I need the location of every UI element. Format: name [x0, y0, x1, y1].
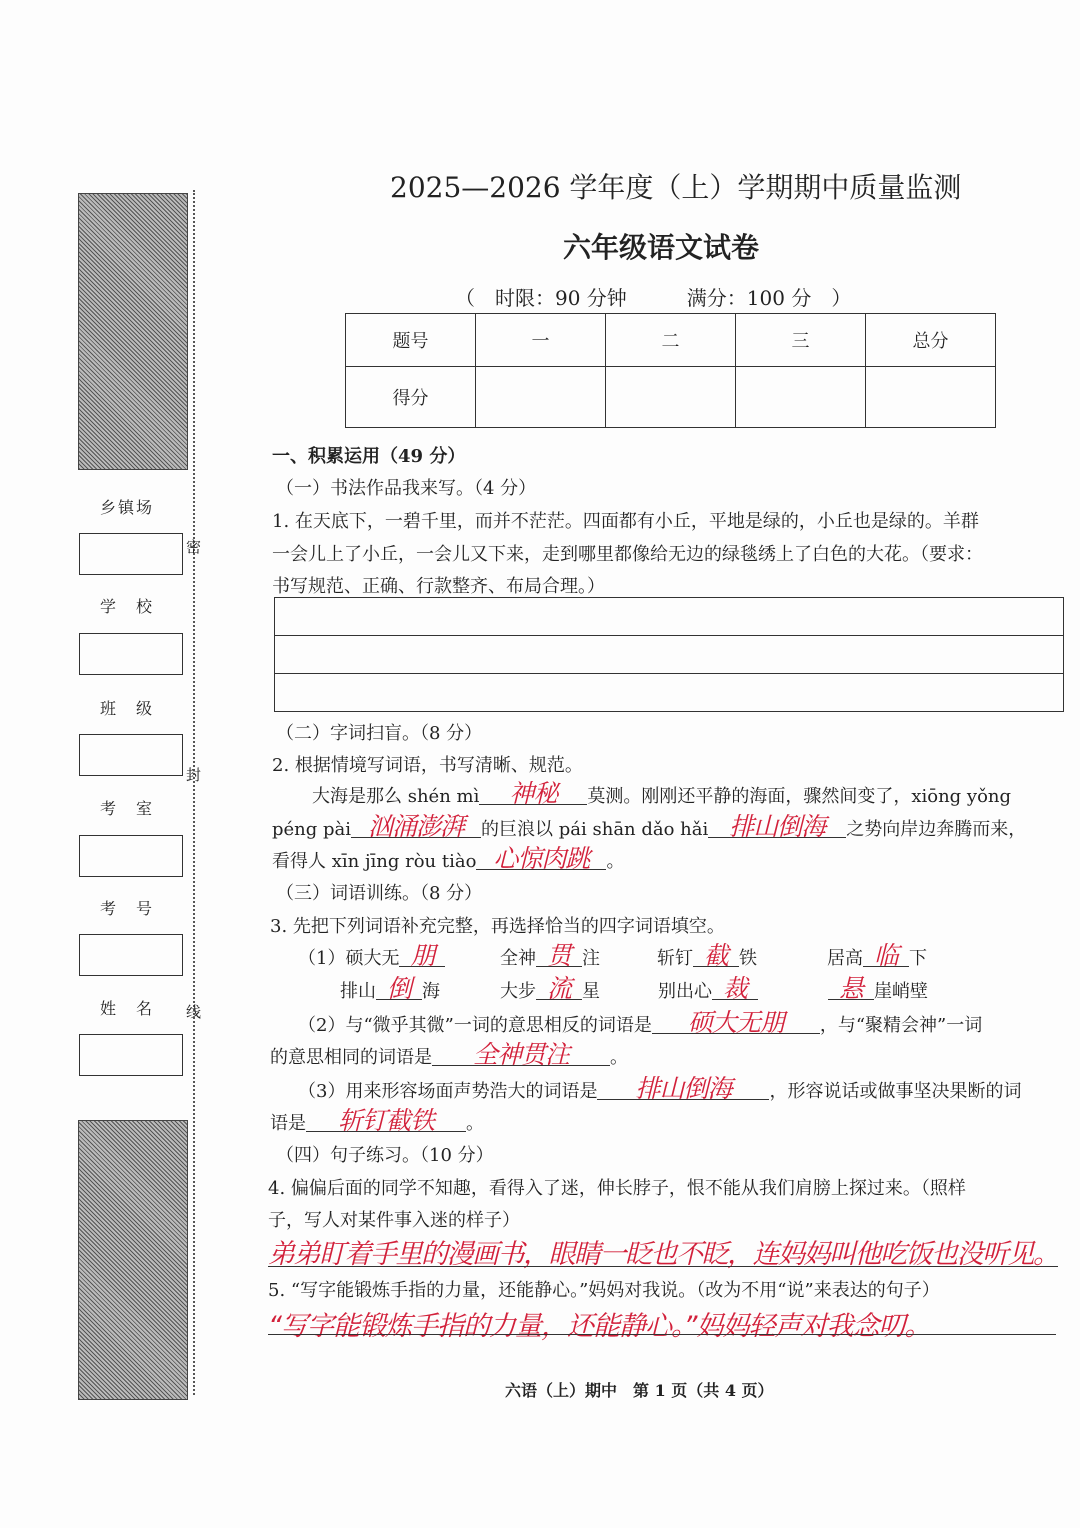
- idiom-item: [658, 974, 828, 1003]
- text: （2）与“微乎其微”一词的意思相反的词语是: [298, 1015, 652, 1036]
- field-label-name: 姓 名: [100, 999, 155, 1018]
- text: ，形容说话或做事坚决果断的词: [769, 1081, 1022, 1102]
- part-title: （一）书法作品我来写。（4 分）: [276, 478, 537, 499]
- text: 居高: [827, 948, 863, 969]
- text: 大步: [500, 981, 536, 1002]
- question-text: 3. 先把下列词语补充完整，再选择恰当的四字词语填空。: [270, 916, 725, 937]
- table-cell: 一: [476, 314, 606, 367]
- table-cell: 总分: [866, 314, 996, 367]
- field-label-school: 学 校: [100, 597, 155, 616]
- idiom-item: [500, 974, 658, 1003]
- answer-blank[interactable]: 临: [863, 946, 909, 967]
- class-field[interactable]: [79, 734, 183, 776]
- score-cell[interactable]: [606, 367, 736, 428]
- question-text: 5. “写字能锻炼手指的力量，还能静心。”妈妈对我说。（改为不用“说”来表达的句子）: [268, 1280, 940, 1301]
- score-cell[interactable]: [476, 367, 606, 428]
- text: 莫测。刚刚还平静的海面，骤然间变了，xiōng yǒng: [587, 786, 1012, 807]
- text: （3）用来形容场面声势浩大的词语是: [298, 1081, 598, 1102]
- answer-blank[interactable]: 朋: [399, 946, 445, 967]
- calligraphy-box[interactable]: [274, 597, 1064, 712]
- answer-blank[interactable]: 裁: [712, 979, 758, 1000]
- seal-line: [193, 190, 195, 1395]
- page-footer: 六语（上）期中 第 1 页（共 4 页）: [505, 1381, 774, 1400]
- table-cell: 得分: [346, 367, 476, 428]
- answer-blank[interactable]: 神秘: [479, 784, 587, 805]
- town-field[interactable]: [79, 533, 183, 575]
- hatched-margin-top: [78, 193, 188, 470]
- idiom-item: [340, 974, 500, 1003]
- answer-blank[interactable]: 全神贯注: [432, 1045, 610, 1066]
- text: （1）硕大无: [298, 948, 400, 969]
- text: 之势向岸边奔腾而来，: [846, 819, 1027, 840]
- part-title: （二）字词扫盲。（8 分）: [276, 723, 483, 744]
- seal-char: 线: [186, 1003, 202, 1021]
- passage-line: [272, 844, 625, 873]
- text: 。: [606, 851, 625, 872]
- question-line: [270, 1040, 628, 1069]
- idiom-row: [340, 974, 960, 1003]
- text: 海: [422, 981, 440, 1002]
- answer-blank[interactable]: 贯: [536, 946, 582, 967]
- question-text: 1. 在天底下，一碧千里，而并不茫茫。四面都有小丘，平地是绿的，小丘也是绿的。羊群: [272, 511, 979, 532]
- idiom-item: [500, 941, 657, 970]
- answer-blank[interactable]: 硕大无朋: [652, 1013, 820, 1034]
- question-line: [270, 1106, 484, 1135]
- answer-blank[interactable]: 排山倒海: [597, 1079, 769, 1100]
- text: 别出心: [658, 981, 712, 1002]
- question-text: 子，写人对某件事入迷的样子）: [268, 1210, 520, 1231]
- room-field[interactable]: [79, 835, 183, 877]
- text: 注: [582, 948, 600, 969]
- text: 崖峭壁: [874, 981, 928, 1002]
- text: 。: [466, 1113, 484, 1134]
- text: 星: [582, 981, 600, 1002]
- text: 下: [909, 948, 927, 969]
- passage-line: [312, 779, 1012, 808]
- field-label-number: 考 号: [100, 899, 155, 918]
- answer-line: [268, 1266, 1058, 1267]
- question-line: [298, 1008, 983, 1037]
- text: 铁: [739, 948, 757, 969]
- answer-blank[interactable]: 汹涌澎湃: [351, 817, 481, 838]
- seal-char: 密: [186, 538, 202, 556]
- table-cell: 题号: [346, 314, 476, 367]
- text: 斩钉: [657, 948, 693, 969]
- answer-blank[interactable]: 心惊肉跳: [476, 849, 606, 870]
- answer-blank[interactable]: 截: [693, 946, 739, 967]
- question-text: 书写规范、正确、行款整齐、布局合理。）: [272, 576, 605, 597]
- answer-q4[interactable]: 弟弟盯着手里的漫画书，眼睛一眨也不眨，连妈妈叫他吃饭也没听见。: [268, 1239, 1059, 1270]
- idiom-item: [827, 941, 927, 970]
- text: péng pài: [272, 819, 352, 840]
- text: ，与“聚精会神”一词: [819, 1015, 983, 1036]
- answer-blank[interactable]: 流: [536, 979, 582, 1000]
- field-label-class: 班 级: [100, 699, 155, 718]
- section-title: 一、积累运用（49 分）: [272, 446, 466, 467]
- seal-char: 封: [186, 766, 202, 784]
- text: 语是: [270, 1113, 306, 1134]
- answer-line: [268, 1334, 1056, 1335]
- exam-subtitle: 六年级语文试卷: [563, 231, 760, 264]
- idiom-item: [298, 941, 500, 970]
- table-cell: 三: [736, 314, 866, 367]
- text: 。: [610, 1047, 628, 1068]
- answer-blank[interactable]: 斩钉截铁: [306, 1111, 466, 1132]
- idiom-item: [657, 941, 827, 970]
- question-text: 2. 根据情境写词语，书写清晰、规范。: [272, 755, 583, 776]
- hatched-margin-bottom: [78, 1120, 188, 1400]
- answer-blank[interactable]: 悬: [828, 979, 874, 1000]
- number-field[interactable]: [79, 934, 183, 976]
- text: 全神: [500, 948, 536, 969]
- answer-blank[interactable]: 排山倒海: [708, 817, 846, 838]
- exam-title: 2025—2026 学年度（上）学期期中质量监测: [390, 171, 962, 204]
- question-text: 一会儿上了小丘，一会儿又下来，走到哪里都像给无边的绿毯绣上了白色的大花。（要求：: [272, 544, 983, 565]
- idiom-row: [298, 941, 958, 970]
- score-table: [345, 313, 996, 428]
- field-label-town: 乡镇场: [100, 498, 155, 517]
- field-label-room: 考 室: [100, 799, 155, 818]
- question-line: [298, 1074, 1022, 1103]
- text: 看得人 xīn jīng ròu tiào: [272, 851, 477, 872]
- text: 的巨浪以 pái shān dǎo hǎi: [481, 819, 709, 840]
- table-cell: 二: [606, 314, 736, 367]
- passage-line: [272, 812, 1027, 841]
- answer-blank[interactable]: 倒: [376, 979, 422, 1000]
- idiom-item: [828, 974, 928, 1003]
- school-field[interactable]: [79, 633, 183, 675]
- text: 的意思相同的词语是: [270, 1047, 432, 1068]
- text: 排山: [340, 981, 376, 1002]
- part-title: （四）句子练习。（10 分）: [276, 1145, 494, 1166]
- score-cell[interactable]: [866, 367, 996, 428]
- answer-q5[interactable]: “写字能锻炼手指的力量，还能静心。”妈妈轻声对我念叨。: [268, 1311, 931, 1342]
- score-cell[interactable]: [736, 367, 866, 428]
- name-field[interactable]: [79, 1034, 183, 1076]
- question-text: 4. 偏偏后面的同学不知趣，看得入了迷，伸长脖子，恨不能从我们肩膀上探过来。（照样: [268, 1178, 966, 1199]
- time-limit: （ 时限：90 分钟 满分：100 分 ）: [455, 286, 852, 310]
- text: 大海是那么 shén mì: [312, 786, 480, 807]
- part-title: （三）词语训练。（8 分）: [276, 883, 483, 904]
